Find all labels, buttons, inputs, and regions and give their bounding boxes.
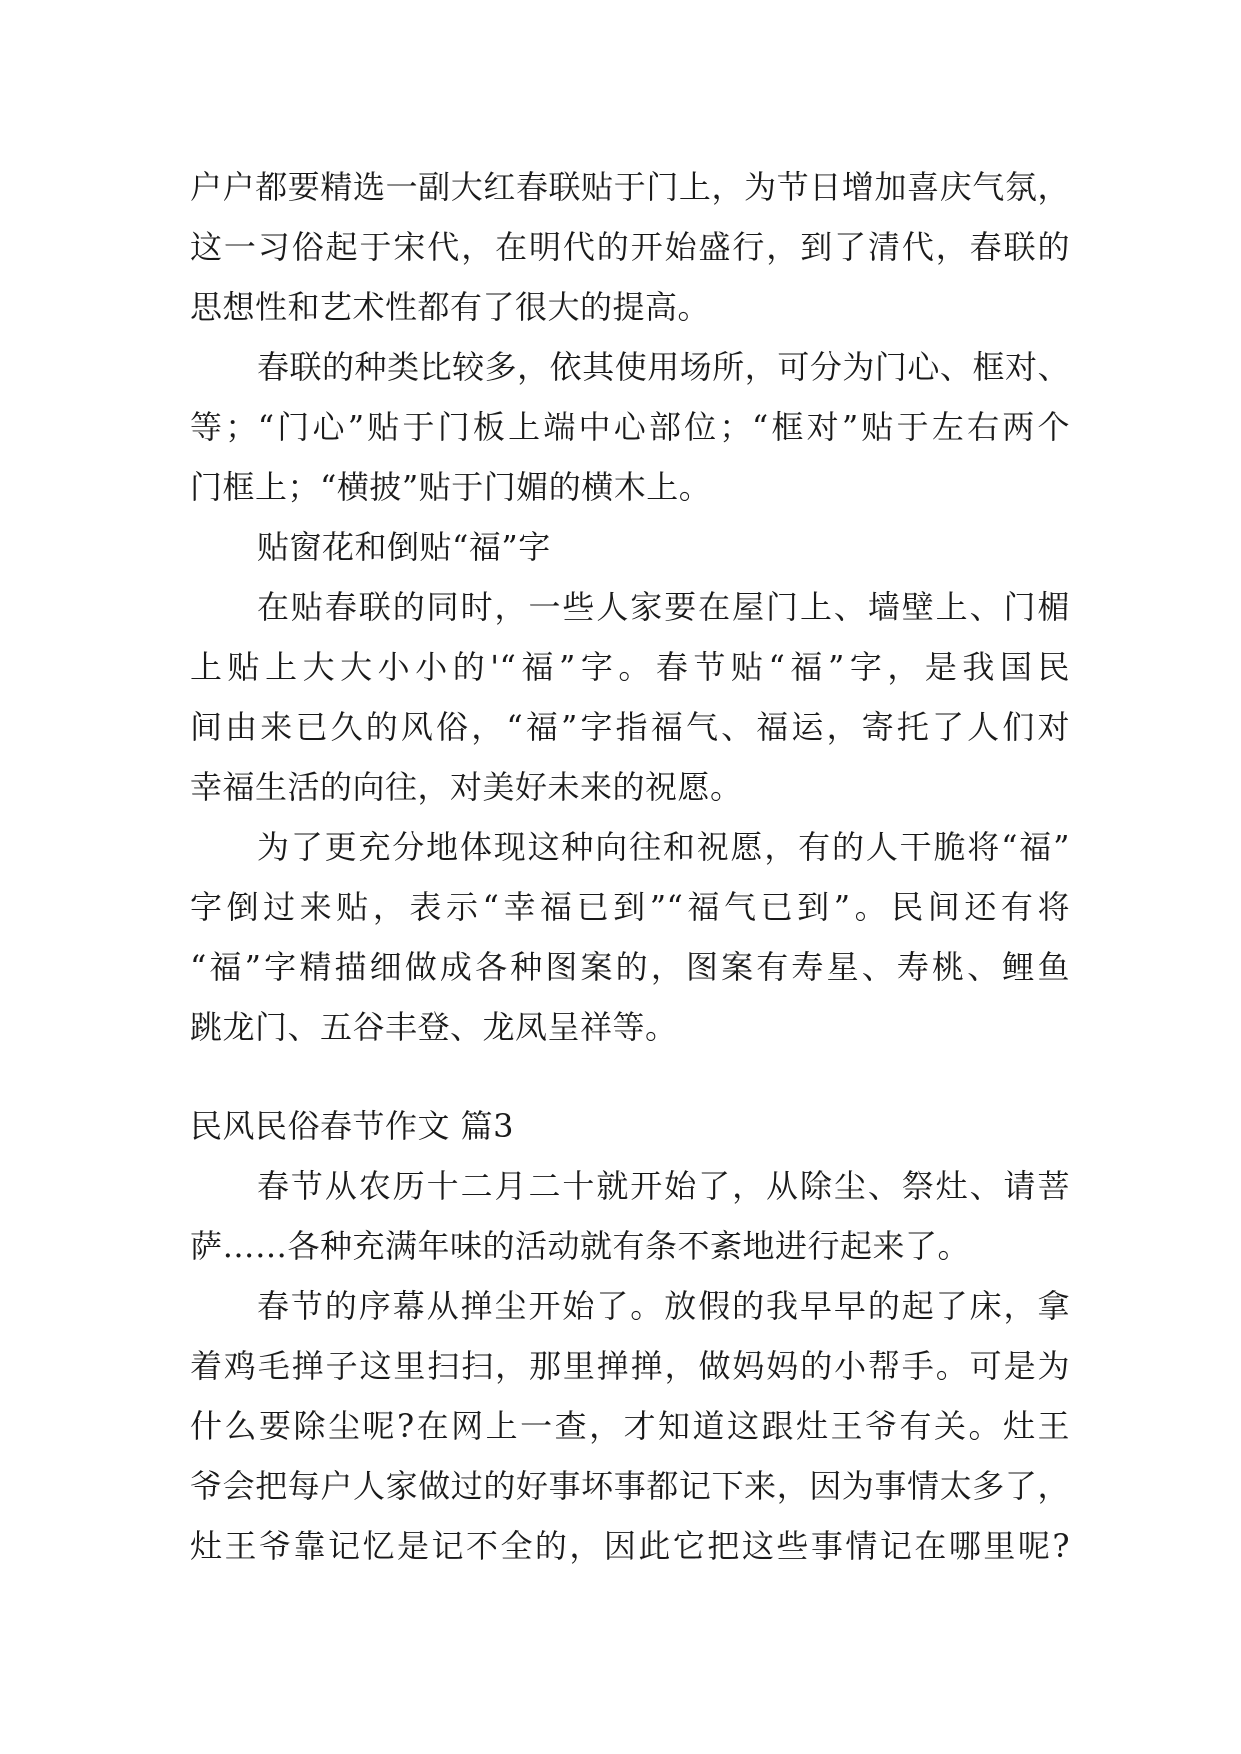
text-line: 幸福生活的向往，对美好未来的祝愿。 <box>190 768 743 806</box>
text-line: 这一习俗起于宋代，在明代的开始盛行，到了清代，春联的 <box>190 228 1070 266</box>
text-line: 爷会把每户人家做过的好事坏事都记下来，因为事情太多了， <box>190 1467 1070 1505</box>
text-line: “福”字精描细做成各种图案的，图案有寿星、寿桃、鲤鱼 <box>190 948 1070 986</box>
text-line: 字倒过来贴，表示“幸福已到”“福气已到”。民间还有将 <box>190 888 1070 926</box>
text-line: 在贴春联的同时，一些人家要在屋门上、墙壁上、门楣 <box>257 588 1070 626</box>
text-line: 间由来已久的风俗，“福”字指福气、福运，寄托了人们对 <box>190 708 1070 746</box>
text-line: 等；“门心”贴于门板上端中心部位；“框对”贴于左右两个 <box>190 408 1070 446</box>
text-line: 为了更充分地体现这种向往和祝愿，有的人干脆将“福” <box>257 828 1070 866</box>
text-line: 户户都要精选一副大红春联贴于门上，为节日增加喜庆气氛， <box>190 168 1070 206</box>
text-line: 跳龙门、五谷丰登、龙凤呈祥等。 <box>190 1008 678 1046</box>
section-heading: 民风民俗春节作文 篇3 <box>190 1107 515 1145</box>
text-line: 春节的序幕从掸尘开始了。放假的我早早的起了床，拿 <box>257 1287 1070 1325</box>
text-line: 春联的种类比较多，依其使用场所，可分为门心、框对、 <box>257 348 1070 386</box>
text-line: 灶王爷靠记忆是记不全的，因此它把这些事情记在哪里呢? <box>190 1527 1070 1565</box>
text-line: 什么要除尘呢?在网上一查，才知道这跟灶王爷有关。灶王 <box>190 1407 1070 1445</box>
text-line: 思想性和艺术性都有了很大的提高。 <box>190 288 711 326</box>
text-line: 春节从农历十二月二十就开始了，从除尘、祭灶、请菩 <box>257 1167 1070 1205</box>
text-line: 上贴上大大小小的'“福”字。春节贴“福”字，是我国民 <box>190 648 1070 686</box>
text-line: 萨……各种充满年味的活动就有条不紊地进行起来了。 <box>190 1227 971 1265</box>
text-line: 着鸡毛掸子这里扫扫，那里掸掸，做妈妈的小帮手。可是为 <box>190 1347 1070 1385</box>
text-line: 门框上；“横披”贴于门媚的横木上。 <box>190 468 712 506</box>
subheading: 贴窗花和倒贴“福”字 <box>257 528 551 566</box>
